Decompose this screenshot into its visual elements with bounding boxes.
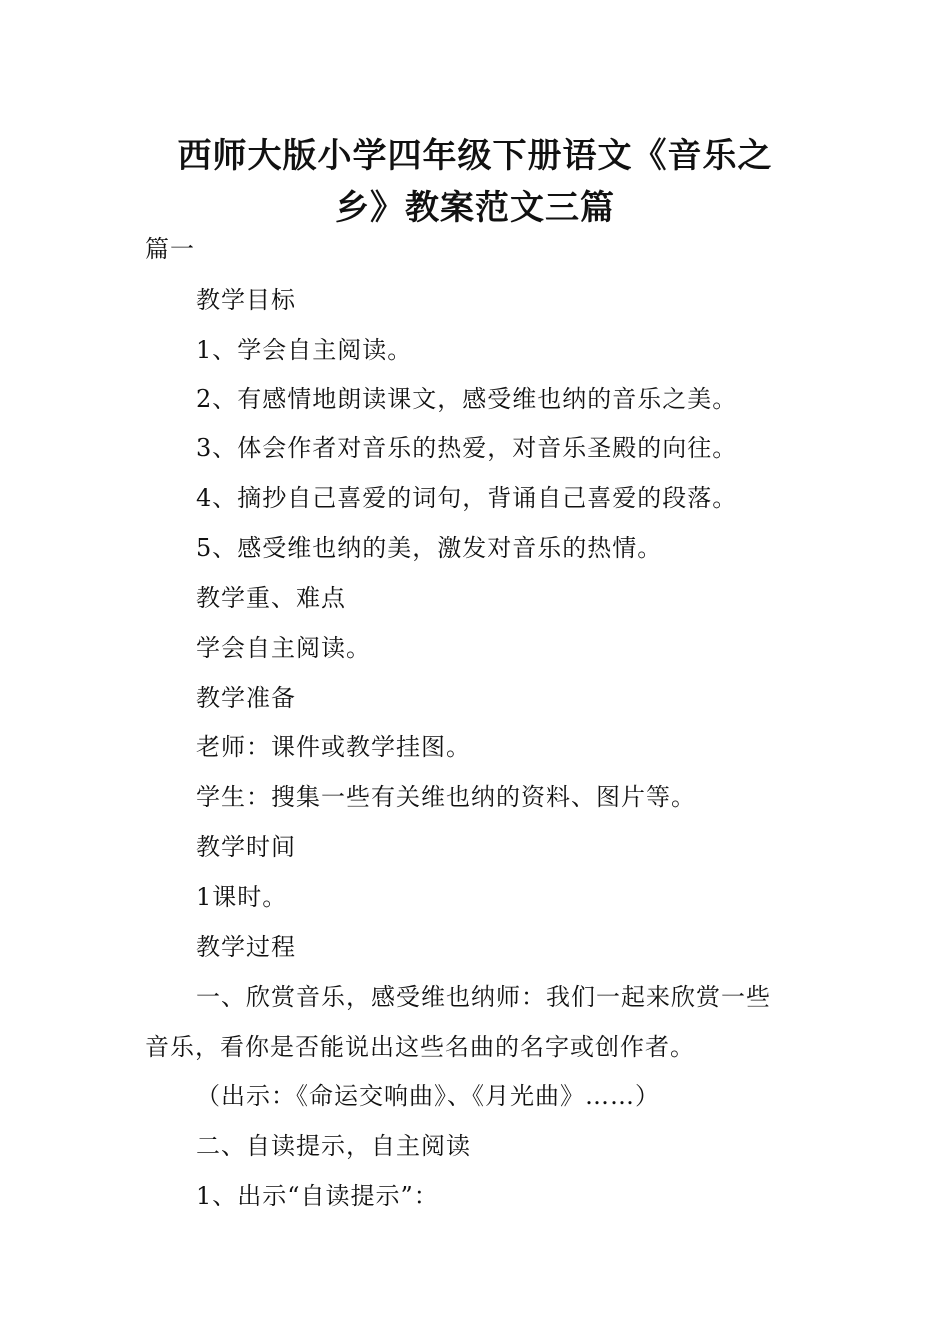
section-label: 篇一: [145, 235, 195, 263]
teaching-time-text: 1课时。: [196, 883, 288, 911]
heading-preparation: 教学准备: [196, 684, 296, 712]
heading-key-points: 教学重、难点: [196, 584, 346, 612]
music-examples: （出示：《命运交响曲》、《月光曲》……）: [196, 1082, 660, 1110]
goal-item-4: 4、摘抄自己喜爱的词句，背诵自己喜爱的段落。: [196, 484, 738, 512]
process-step-1-line-2: 音乐，看你是否能说出这些名曲的名字或创作者。: [145, 1033, 695, 1061]
goal-item-3: 3、体会作者对音乐的热爱，对音乐圣殿的向往。: [196, 434, 738, 462]
goal-item-1: 1、学会自主阅读。: [196, 336, 413, 364]
teacher-preparation: 老师：课件或教学挂图。: [196, 733, 471, 761]
document-title-line-1: 西师大版小学四年级下册语文《音乐之: [177, 136, 773, 176]
self-reading-prompt: 1、出示“自读提示”：: [196, 1182, 439, 1210]
process-step-2: 二、自读提示，自主阅读: [196, 1132, 471, 1160]
key-points-text: 学会自主阅读。: [196, 634, 371, 662]
heading-teaching-time: 教学时间: [196, 833, 296, 861]
goal-item-2: 2、有感情地朗读课文，感受维也纳的音乐之美。: [196, 385, 738, 413]
document-title-line-2: 乡》教案范文三篇: [335, 188, 615, 228]
process-step-1-line-1: 一、欣赏音乐，感受维也纳师：我们一起来欣赏一些: [196, 983, 771, 1011]
goal-item-5: 5、感受维也纳的美，激发对音乐的热情。: [196, 534, 663, 562]
heading-teaching-process: 教学过程: [196, 933, 296, 961]
student-preparation: 学生：搜集一些有关维也纳的资料、图片等。: [196, 783, 696, 811]
heading-teaching-goals: 教学目标: [196, 286, 296, 314]
